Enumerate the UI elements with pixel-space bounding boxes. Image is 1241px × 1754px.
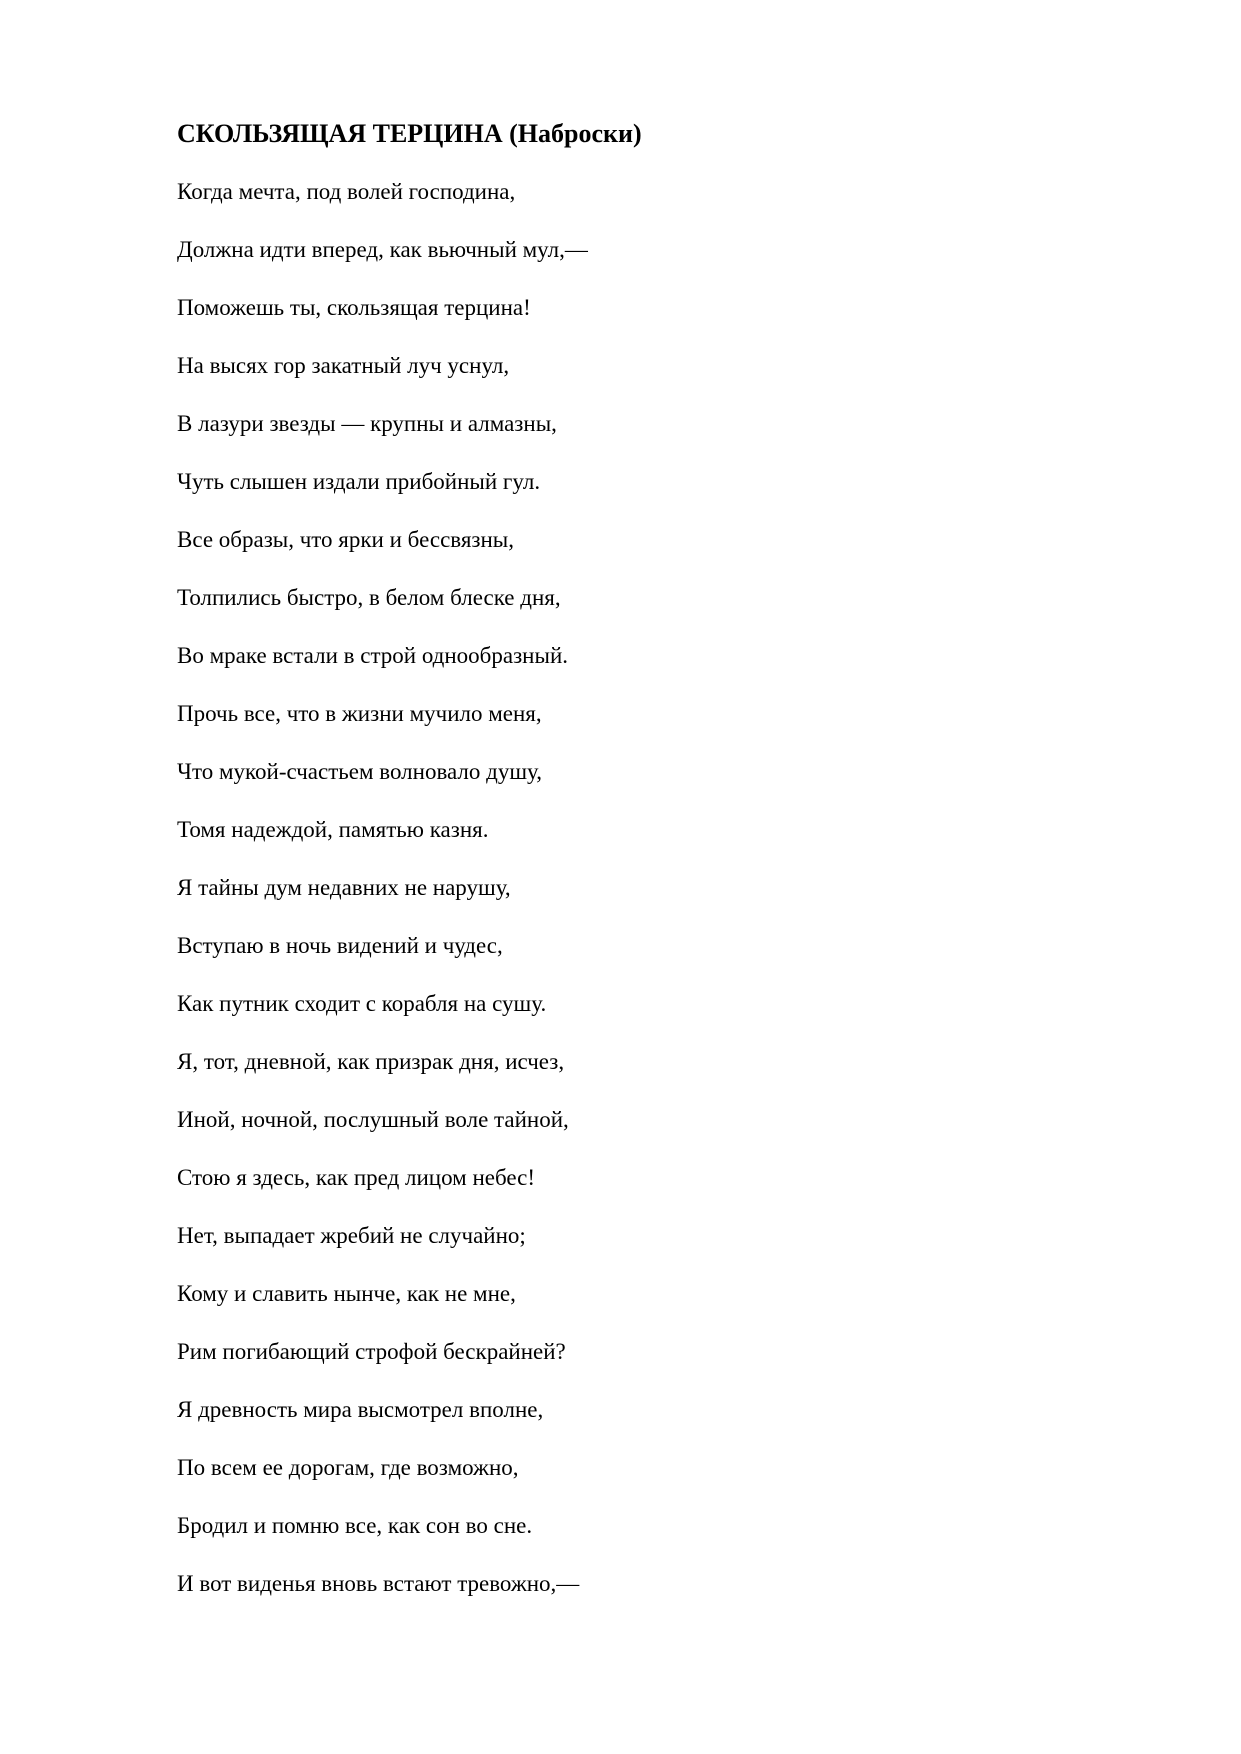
poem-line: Толпились быстро, в белом блеске дня, [177, 585, 561, 610]
poem-line: По всем ее дорогам, где возможно, [177, 1455, 519, 1480]
poem-body [177, 176, 588, 1626]
poem-line: В лазури звезды — крупны и алмазны, [177, 411, 557, 436]
poem-line: Как путник сходит с корабля на сушу. [177, 991, 547, 1016]
poem-line: Когда мечта, под волей господина, [177, 179, 516, 204]
poem-line: Во мраке встали в строй однообразный. [177, 643, 568, 668]
poem-line: Прочь все, что в жизни мучило меня, [177, 701, 542, 726]
poem-line: Стою я здесь, как пред лицом небес! [177, 1165, 536, 1190]
poem-line: На высях гор закатный луч уснул, [177, 353, 510, 378]
poem-line: Вступаю в ночь видений и чудес, [177, 933, 503, 958]
poem-line: Кому и славить нынче, как не мне, [177, 1281, 516, 1306]
poem-line: И вот виденья вновь встают тревожно,— [177, 1571, 580, 1596]
poem-line: Иной, ночной, послушный воле тайной, [177, 1107, 569, 1132]
poem-line: Что мукой-счастьем волновало душу, [177, 759, 543, 784]
poem-line: Нет, выпадает жребий не случайно; [177, 1223, 526, 1248]
poem-line: Должна идти вперед, как вьючный мул,— [177, 237, 588, 262]
poem-title: СКОЛЬЗЯЩАЯ ТЕРЦИНА (Наброски) [177, 119, 642, 148]
poem-line: Чуть слышен издали прибойный гул. [177, 469, 541, 494]
poem-line: Томя надеждой, памятью казня. [177, 817, 489, 842]
poem-line: Рим погибающий строфой бескрайней? [177, 1339, 566, 1364]
poem-line: Бродил и помню все, как сон во сне. [177, 1513, 533, 1538]
poem-line: Поможешь ты, скользящая терцина! [177, 295, 531, 320]
poem-line: Все образы, что ярки и бессвязны, [177, 527, 515, 552]
poem-line: Я древность мира высмотрел вполне, [177, 1397, 544, 1422]
poem-line: Я тайны дум недавних не нарушу, [177, 875, 511, 900]
poem-line: Я, тот, дневной, как призрак дня, исчез, [177, 1049, 565, 1074]
